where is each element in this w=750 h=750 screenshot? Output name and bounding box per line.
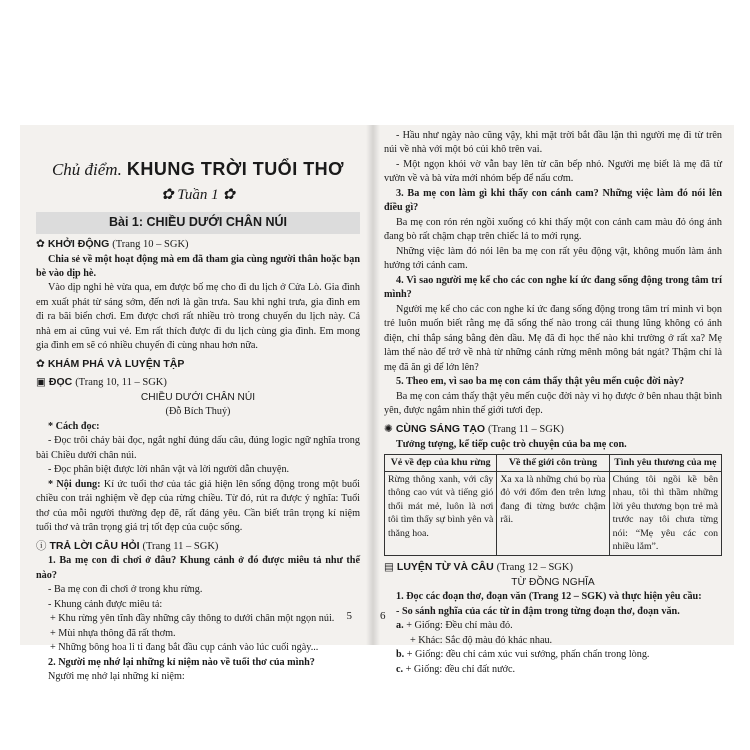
- section-cung-sang-tao: [384, 422, 722, 438]
- cube-icon: ▣: [36, 375, 46, 388]
- answer-line: Người mẹ nhớ lại những kỉ niệm:: [48, 671, 185, 683]
- section-heading: LUYỆN TỪ VÀ CÂU: [396, 560, 494, 573]
- answer-a: [384, 619, 722, 633]
- khoi-dong-answer: Vào dịp nghỉ hè vừa qua, em được bố mẹ cho đi du lịch ở Cửa Lò. Gia đình em xuất phát từ sáng sớm, đến nơi là gần trưa. Sau khi nghỉ trưa, gia đình em đi ra bãi biển chơi. Em được chơi rất nhiều trò trong chuyến du lịch này. Cả nhà em ai cũng vui vẻ. Em rất thích được đi du lịch cùng gia đình. Em mong gia đình em sẽ có nhiều chuyến đi cùng nhau hơn nữa.: [36, 282, 360, 352]
- noi-dung-label: * Nội dung:: [48, 478, 101, 490]
- page-number: 5: [346, 610, 352, 623]
- left-page: [20, 125, 372, 683]
- theme-name: KHUNG TRỜI TUỔI THƠ: [126, 159, 345, 179]
- table-header: Tình yêu thương của mẹ: [609, 455, 721, 472]
- answer-label: b.: [396, 649, 405, 661]
- question-icon: ⓘ: [36, 539, 47, 552]
- question-2: 2. Người mẹ nhớ lại những kỉ niệm nào về tuổi thơ của mình?: [48, 656, 315, 668]
- section-kham-pha: [36, 357, 360, 372]
- answer-line: - Một ngọn khói vờ vẫn bay lên từ căn bếp nhỏ. Người mẹ biết là mẹ đã từ vườn về và bà vừa mới nhóm bếp để nấu cơm.: [384, 158, 722, 185]
- table-row: [385, 471, 722, 555]
- table-header-row: [385, 455, 722, 472]
- question-3: 3. Ba mẹ con làm gì khi thấy con cánh cam? Những việc làm đó nói lên điều gì?: [384, 187, 722, 214]
- table-header: Vẻ về đẹp của khu rừng: [385, 455, 497, 472]
- page-ref: (Trang 10 – SGK): [112, 238, 189, 250]
- answer-line: + Những bông hoa li ti đang bắt đầu cụp cánh vào lúc cuối ngày...: [50, 642, 319, 654]
- lesson-title: Bài 1: CHIỀU DƯỚI CHÂN NÚI: [36, 212, 360, 234]
- answer-label: a.: [396, 620, 404, 632]
- right-page: [372, 125, 734, 675]
- sang-tao-task: Tưởng tượng, kể tiếp cuộc trò chuyện của ba mẹ con.: [396, 438, 627, 450]
- question-5: 5. Theo em, vì sao ba mẹ con cảm thấy thật yêu mến cuộc đời này?: [396, 376, 685, 388]
- answer-label: c.: [396, 663, 404, 675]
- luyen-tu-title: TỪ ĐỒNG NGHĨA: [511, 576, 595, 588]
- answer-line: Ba mẹ con rón rén ngồi xuống có khi thấy một con cánh cam màu đỏ óng ánh đang bò rất chậm chạp trên chiếc lá to mới rụng.: [384, 216, 722, 243]
- answer-b: [384, 648, 722, 662]
- answer-a-2: + Khác: Sắc độ màu đỏ khác nhau.: [410, 634, 553, 646]
- answer-line: + Mùi nhựa thông đã rất thơm.: [50, 627, 176, 639]
- section-luyen-tu: [384, 560, 722, 576]
- answer-line: - Hầu như ngày nào cũng vậy, khi mặt trời bắt đầu lặn thì người mẹ đi từ trên núi về nhà với một bó củi khô trên vai.: [384, 130, 722, 156]
- section-heading: ĐỌC: [48, 375, 73, 388]
- answer-line: - Khung cảnh được miêu tả:: [48, 598, 163, 610]
- page-ref: (Trang 11 – SGK): [487, 423, 564, 435]
- theme-prefix: Chủ điểm.: [51, 160, 122, 179]
- noi-dung: [36, 478, 360, 536]
- cach-doc-2: - Đọc phân biệt được lời nhân vật và lời người dẫn chuyện.: [48, 464, 290, 476]
- flower-icon: ✿: [36, 357, 45, 370]
- story-table: [384, 454, 722, 556]
- sun-icon: ✺: [384, 422, 393, 435]
- noi-dung-text: Kí ức tuổi thơ của tác giả hiện lên sống động trong một buổi chiều con trải nghiệm về đẹp của rừng chiều. Từ đó, rút ra được ý nghĩa: Tuổi thơ của mỗi người thường đẹp đẽ, rất đáng yêu. Cần biết trân trọng kí niệm tuổi thơ và trân trọng giá trị tốt đẹp của cuộc sống.: [36, 478, 361, 534]
- answer-line: Ba mẹ con cảm thấy thật yêu mến cuộc đời này vì họ được ở bên nhau thật bình yên, được ngắm nhìn thế giới tươi đẹp.: [384, 390, 722, 417]
- section-doc: [36, 375, 360, 391]
- page-number: 6: [380, 610, 386, 623]
- section-khoi-dong: [36, 237, 360, 253]
- cach-doc-label: * Cách đọc:: [48, 420, 100, 432]
- section-heading: CÙNG SÁNG TẠO: [395, 422, 486, 435]
- section-tra-loi: [36, 539, 360, 555]
- section-heading: TRẢ LỜI CÂU HỎI: [49, 539, 140, 552]
- table-cell: Xa xa là những chú bọ rùa đỏ với đốm đen trên lưng đang đi từng bước chậm rãi.: [497, 471, 609, 555]
- table-cell: Chúng tôi ngồi kề bên nhau, tôi thì thầm những lời yêu thương bọn trẻ mà trước nay tôi chưa từng nói: “Mẹ yêu các con nhiều lắm”.: [609, 471, 721, 555]
- poem-author: (Đỗ Bích Thuỷ): [165, 406, 231, 418]
- table-cell: Rừng thông xanh, với cây thông cao vút và tiếng gió thổi mát mẻ, luôn là nơi tôi tìm thấy sự bình yên và thăng hoa.: [385, 471, 497, 555]
- luyen-tu-q1: 1. Đọc các đoạn thơ, đoạn văn (Trang 12 – SGK) và thực hiện yêu cầu:: [396, 591, 702, 603]
- theme-title: [36, 157, 360, 183]
- answer-line: Người mẹ kể cho các con nghe kí ức đang sống động trong tâm trí mình vì bọn trẻ luôn muốn biết rằng mẹ đã sống thế nào trong cái thung lũng không có ánh điện, chỉ thắp sáng bằng đèn dầu. Mẹ đã đi học thế nào khi trường ở rất xa? Mẹ làm thế nào để trở về nhà từ những cánh rừng mênh mông bát ngát? Thậm chí là mẹ đã ăn gì để lớn lên?: [384, 303, 722, 373]
- answer-line: + Khu rừng yên tĩnh đầy những cây thông to dưới chân một ngọn núi.: [50, 613, 335, 625]
- question-1: 1. Ba mẹ con đi chơi ở đâu? Khung cảnh ở đó được miêu tả như thế nào?: [36, 555, 360, 581]
- flower-icon: ✿: [36, 237, 45, 250]
- page-ref: (Trang 11 – SGK): [142, 540, 219, 552]
- page-ref: (Trang 10, 11 – SGK): [75, 376, 167, 388]
- section-heading: KHỞI ĐỘNG: [47, 237, 110, 250]
- cach-doc-1: - Đọc trôi chảy bài đọc, ngắt nghỉ đúng dấu câu, đúng logic ngữ nghĩa trong bài Chiều dưới chân núi.: [36, 435, 360, 461]
- book-gutter: [366, 125, 380, 645]
- week-label: ✿ Tuần 1 ✿: [161, 186, 235, 203]
- answer-line: - Ba mẹ con đi chơi ở trong khu rừng.: [48, 584, 203, 596]
- answer-text: + Giống: Đều chỉ màu đỏ.: [406, 620, 513, 632]
- question-4: 4. Vì sao người mẹ kể cho các con nghe kí ức đang sống động trong tâm trí mình?: [384, 274, 722, 301]
- luyen-tu-q1-sub: - So sánh nghĩa của các từ in đậm trong từng đoạn thơ, đoạn văn.: [396, 605, 680, 617]
- table-header: Về thế giới côn trùng: [497, 455, 609, 472]
- section-heading: KHÁM PHÁ VÀ LUYỆN TẬP: [47, 357, 185, 370]
- answer-line: Những việc làm đó nói lên ba mẹ con rất yêu động vật, không muốn làm ảnh hưởng tới cánh cam.: [384, 245, 722, 272]
- answer-text: + Giống: đều chỉ đất nước.: [405, 663, 516, 675]
- answer-text: + Giống: đều chỉ cảm xúc vui sướng, phấn chấn trong lòng.: [406, 649, 650, 661]
- books-icon: ▤: [384, 560, 394, 573]
- khoi-dong-task: Chia sẻ về một hoạt động mà em đã tham gia cùng người thân hoặc bạn bè vào dịp hè.: [36, 253, 360, 279]
- page-ref: (Trang 12 – SGK): [496, 561, 573, 573]
- poem-title: CHIỀU DƯỚI CHÂN NÚI: [140, 391, 256, 403]
- answer-c: [384, 663, 722, 677]
